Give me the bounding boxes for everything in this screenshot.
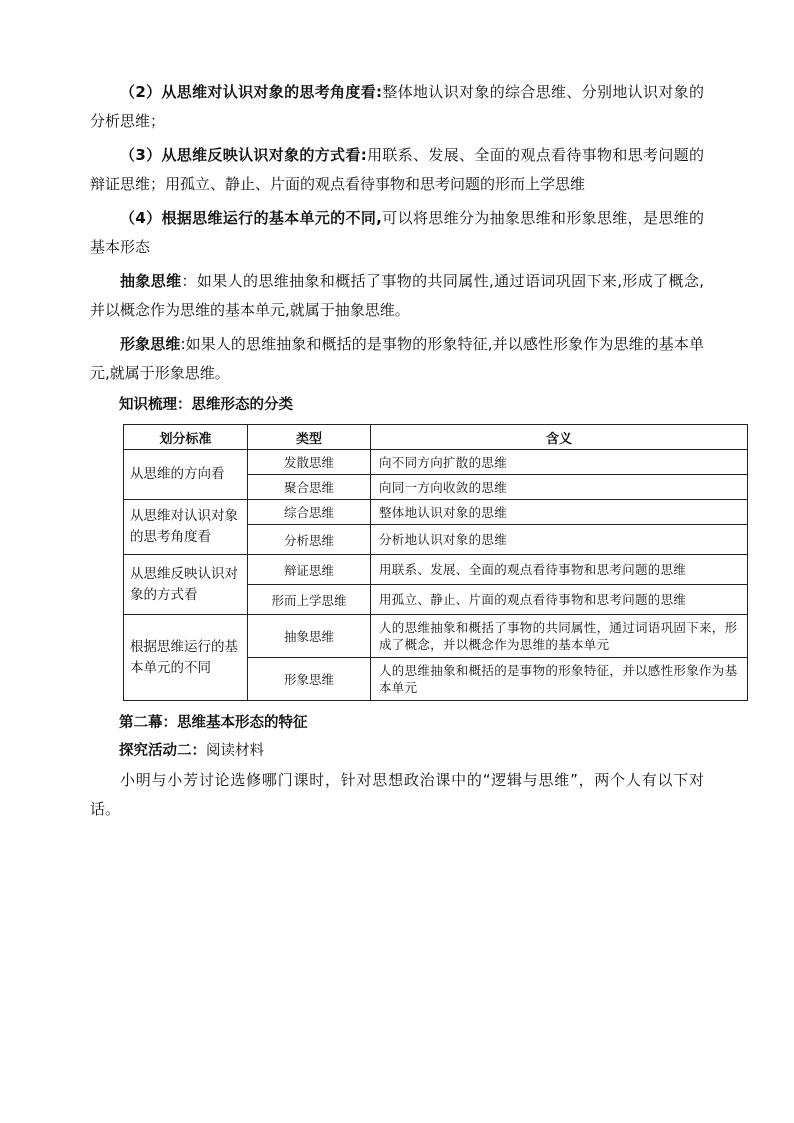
table-row <box>124 615 748 658</box>
paragraph-basic-unit <box>90 204 704 262</box>
meaning-cell: 用孤立、静止、片面的观点看待事物和思考问题的思维 <box>371 585 748 615</box>
table-row <box>124 500 748 525</box>
type-cell: 辩证思维 <box>248 555 371 585</box>
table-header-row <box>124 425 748 450</box>
standard-cell: 从思维的方向看 <box>124 450 248 500</box>
header-type: 类型 <box>248 425 371 450</box>
table-row <box>124 450 748 475</box>
activity-heading <box>90 740 704 762</box>
type-cell: 综合思维 <box>248 500 371 525</box>
type-cell: 分析思维 <box>248 525 371 555</box>
type-cell: 抽象思维 <box>248 615 371 658</box>
paragraph-text: ：如果人的思维抽象和概括了事物的共同属性,通过语词巩固下来,形成了概念,并以概念作为思维的基本单元,就属于抽象思维。 <box>90 272 704 319</box>
type-cell: 形而上学思维 <box>248 585 371 615</box>
header-standard: 划分标准 <box>124 425 248 450</box>
thinking-forms-table <box>123 424 748 701</box>
heading-lead: 探究活动二： <box>119 743 206 759</box>
paragraph-lead: （3）从思维反映认识对象的方式看: <box>120 146 367 164</box>
meaning-cell: 整体地认识对象的思维 <box>371 500 748 525</box>
heading-text: 阅读材料 <box>206 743 264 759</box>
paragraph-lead: （2）从思维对认识对象的思考角度看: <box>120 83 383 101</box>
heading-lead: 第二幕：思维基本形态的特征 <box>119 715 308 731</box>
paragraph-thinking-angle <box>90 78 704 136</box>
header-meaning: 含义 <box>371 425 748 450</box>
after-table-section <box>90 712 704 824</box>
meaning-cell: 向同一方向收敛的思维 <box>371 475 748 500</box>
standard-cell: 根据思维运行的基本单元的不同 <box>124 615 248 701</box>
knowledge-heading <box>90 394 704 416</box>
paragraph-lead: 形象思维 <box>120 335 181 353</box>
scene-heading <box>90 712 704 734</box>
type-cell: 形象思维 <box>248 658 371 701</box>
heading-lead: 知识梳理：思维形态的分类 <box>119 397 293 413</box>
meaning-cell: 用联系、发展、全面的观点看待事物和思考问题的思维 <box>371 555 748 585</box>
paragraph-text: 整体地认识对象的综合思维、分别地认识对象的分析思维； <box>90 83 704 130</box>
paragraph-reflection-method <box>90 141 704 199</box>
paragraph-lead: （4）根据思维运行的基本单元的不同, <box>120 209 382 227</box>
paragraph-image-thinking <box>90 330 704 388</box>
table-wrapper <box>90 424 748 701</box>
paragraph-text: 可以将思维分为抽象思维和形象思维，是思维的基本形态 <box>90 209 704 256</box>
paragraph-text: 用联系、发展、全面的观点看待事物和思考问题的辩证思维；用孤立、静止、片面的观点看待事物和思考问题的形而上学思维 <box>90 146 705 193</box>
meaning-cell: 向不同方向扩散的思维 <box>371 450 748 475</box>
paragraph-text: :如果人的思维抽象和概括的是事物的形象特征,并以感性形象作为思维的基本单元,就属于形象思维。 <box>90 335 704 382</box>
standard-cell: 从思维反映认识对象的方式看 <box>124 555 248 615</box>
paragraph-lead: 抽象思维 <box>120 272 182 290</box>
table-row <box>124 555 748 585</box>
meaning-cell: 分析地认识对象的思维 <box>371 525 748 555</box>
type-cell: 聚合思维 <box>248 475 371 500</box>
type-cell: 发散思维 <box>248 450 371 475</box>
meaning-cell: 人的思维抽象和概括了事物的共同属性，通过词语巩固下来，形成了概念，并以概念作为思维的基本单元 <box>371 615 748 658</box>
document-body <box>90 78 704 420</box>
closing-paragraph: 小明与小芳讨论选修哪门课时，针对思想政治课中的“逻辑与思维”，两个人有以下对话。 <box>90 771 704 818</box>
paragraph-abstract-thinking <box>90 267 704 325</box>
meaning-cell: 人的思维抽象和概括的是事物的形象特征，并以感性形象作为基本单元 <box>371 658 748 701</box>
standard-cell: 从思维对认识对象的思考角度看 <box>124 500 248 555</box>
